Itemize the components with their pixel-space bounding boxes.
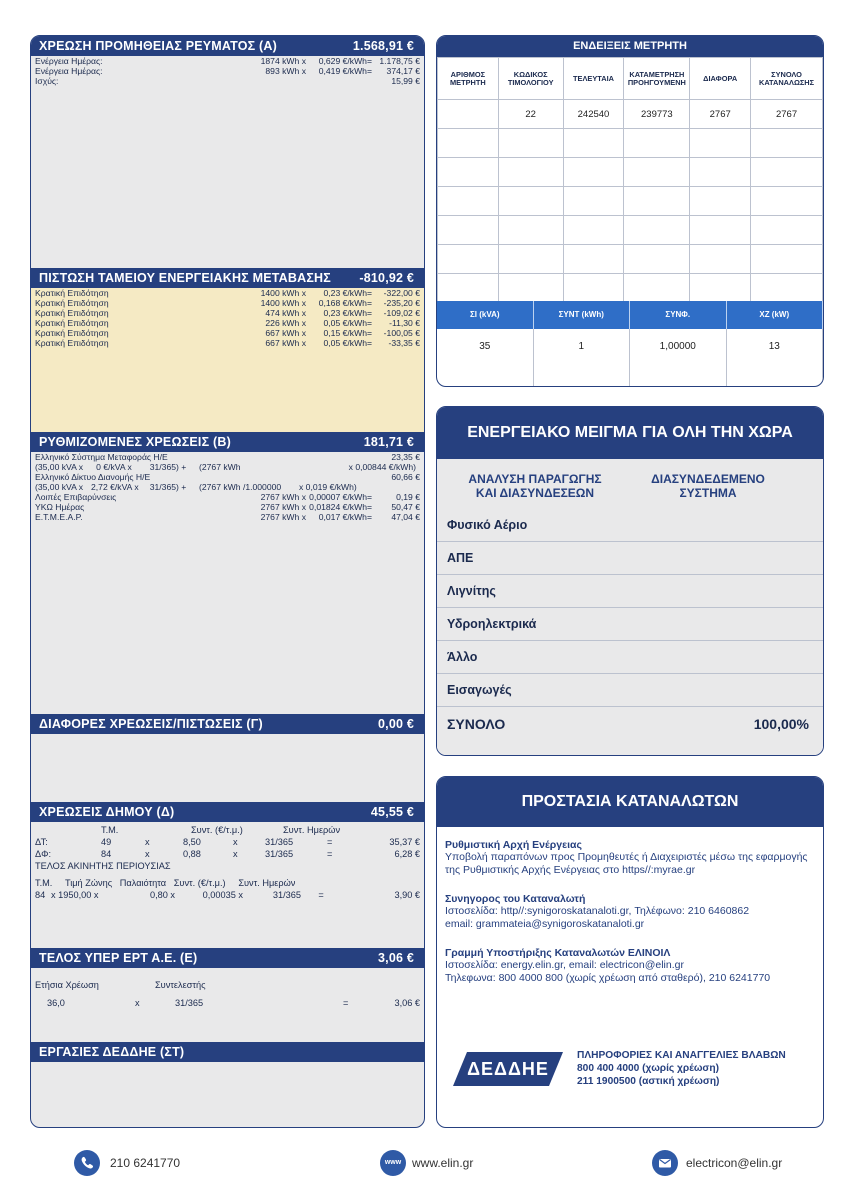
row-label: Ε.Τ.Μ.Ε.Α.Ρ. (35, 512, 83, 522)
property-title (31, 860, 424, 872)
meter-col-header: ΧΖ (kW) (727, 301, 824, 329)
row-rate (306, 76, 372, 86)
row-qty: 1400 kWh x (260, 288, 306, 298)
municipal-section (31, 802, 424, 948)
meter-cell (438, 245, 499, 274)
municipal-row (31, 848, 424, 860)
meter-cell (498, 129, 563, 158)
mix-title: ΕΝΕΡΓΕΙΑΚΟ ΜΕΙΓΜΑ ΓΙΑ ΟΛΗ ΤΗΝ ΧΩΡΑ (437, 407, 823, 459)
mix-total-label: ΣΥΝΟΛΟ (447, 715, 506, 732)
meter-col-header: ΣΥΝΟΛΟ ΚΑΤΑΝΑΛΩΣΗΣ (751, 58, 823, 100)
meter-table (437, 57, 823, 303)
misc-header (31, 714, 424, 734)
ombudsman-line2: email: grammateia@synigoroskatanaloti.gr (445, 918, 645, 930)
meter-cell (563, 274, 624, 303)
meter-cell (751, 245, 823, 274)
row-label: ΔΤ: (35, 837, 48, 847)
ombudsman-title: Συνηγορος του Καταναλωτή (445, 893, 586, 905)
row-amount: 15,99 € (391, 76, 420, 86)
support-line1: Ιστοσελίδα: energy.elin.gr, email: electricon@elin.gr (445, 959, 684, 971)
meter-cell: 13 (727, 329, 824, 386)
meter-cell (438, 129, 499, 158)
meter-cell (438, 216, 499, 245)
deddie-title: ΕΡΓΑΣΙΕΣ ΔΕΔΔΗΕ (ΣΤ) (39, 1045, 185, 1059)
deddie-info-text (577, 1049, 786, 1088)
row-rate: 8,50 (183, 837, 201, 847)
energy-mix-panel (436, 406, 824, 756)
meter-cell (563, 129, 624, 158)
misc-section (31, 714, 424, 802)
mix-col2-line1: ΔΙΑΣΥΝΔΕΔΕΜΕΝΟ (651, 472, 765, 486)
col-head: Συντ. Ημερών (283, 825, 341, 835)
municipal-rows (31, 822, 424, 901)
row-amount: 1.178,75 € (379, 56, 420, 66)
property-head (31, 877, 424, 889)
row-days: 31/365 (265, 849, 294, 859)
row-tm: 49 (101, 837, 112, 847)
supply-header (31, 36, 424, 56)
prop-age: 0,80 x (149, 890, 175, 900)
row-qty: 2767 kWh x (260, 512, 306, 522)
meter-cell: 35 (437, 329, 534, 386)
row-amount: 23,35 € (391, 452, 420, 462)
formula-part: 31/365) + (149, 462, 187, 472)
row-label: Ενέργεια Ημέρας: (35, 66, 103, 76)
charge-row (31, 512, 424, 522)
row-amount: -109,02 € (383, 308, 420, 318)
formula-part: 2,72 €/kVA x (91, 482, 139, 492)
misc-total: 0,00 € (378, 717, 414, 731)
meter-cell (751, 158, 823, 187)
row-amount: 50,47 € (391, 502, 420, 512)
row-rate: 0,168 €/kWh= (318, 298, 372, 308)
ert-eq: = (343, 998, 349, 1008)
meter-panel (436, 35, 824, 387)
supply-total: 1.568,91 € (352, 39, 414, 53)
info-line1: ΠΛΗΡΟΦΟΡΙΕΣ ΚΑΙ ΑΝΑΓΓΕΛΙΕΣ ΒΛΑΒΩΝ (577, 1050, 786, 1061)
row-amount: -33,35 € (388, 338, 420, 348)
mix-row: Λιγνίτης (437, 575, 823, 608)
row-rate: 0,15 €/kWh= (323, 328, 372, 338)
row-label: ΥΚΩ Ημέρας (35, 502, 85, 512)
charge-row (31, 308, 424, 318)
mix-row: ΑΠΕ (437, 542, 823, 575)
meter-cell (751, 216, 823, 245)
row-label: Ελληνικό Δίκτυο Διανομής Η/Ε (35, 472, 151, 482)
row-rate: 0,01824 €/kWh= (309, 502, 372, 512)
prop-tm: 84 (35, 890, 46, 900)
prop-rate: 0,00035 x (202, 890, 243, 900)
meter-cell (498, 245, 563, 274)
regulated-total: 181,71 € (363, 435, 414, 449)
meter-cell (624, 216, 690, 245)
mix-col-head (437, 459, 823, 509)
meter-cell (624, 129, 690, 158)
meter-cell (624, 187, 690, 216)
formula-part: 0 €/kVA x (96, 462, 132, 472)
protection-title: ΠΡΟΣΤΑΣΙΑ ΚΑΤΑΝΑΛΩΤΩΝ (437, 777, 823, 827)
mix-col1-line2: ΚΑΙ ΔΙΑΣΥΝΔΕΣΕΩΝ (475, 486, 595, 500)
ert-val1: 36,0 (47, 998, 65, 1008)
row-x: x (145, 837, 150, 847)
ombudsman-block (437, 893, 823, 931)
credit-section (31, 268, 424, 432)
meter-row (438, 245, 823, 274)
meter-cell: 239773 (624, 100, 690, 129)
row-qty: 2767 kWh x (260, 492, 306, 502)
row-amount: 47,04 € (391, 512, 420, 522)
row-label: Κρατική Επιδότηση (35, 298, 109, 308)
ombudsman-line1: Ιστοσελίδα: http//:synigoroskatanaloti.gr, Τηλέφωνο: 210 6460862 (445, 905, 750, 917)
formula-part: x 0,00844 €/kWh) (348, 462, 416, 472)
row-amount: -235,20 € (383, 298, 420, 308)
meter-cell (751, 274, 823, 303)
row-qty: 893 kWh x (265, 66, 306, 76)
regulated-line (31, 482, 424, 492)
mix-row: Εισαγωγές (437, 674, 823, 707)
charge-row (31, 502, 424, 512)
mix-row: Υδροηλεκτρικά (437, 608, 823, 641)
deddie-logo-text: ΔΕΔΔΗΕ (467, 1058, 549, 1079)
ert-row (31, 996, 424, 1010)
row-label: Ισχύς: (35, 76, 59, 86)
meter-col-header: ΔΙΑΦΟΡΑ (690, 58, 751, 100)
meter-cell: 2767 (690, 100, 751, 129)
meter-row2 (437, 329, 823, 386)
meter-cell (498, 216, 563, 245)
support-block (437, 947, 823, 985)
row-label: Λοιπές Επιβαρύνσεις (35, 492, 117, 502)
meter-cell (438, 187, 499, 216)
web-icon: www (380, 1150, 406, 1176)
charge-row (31, 338, 424, 348)
col-head: Συντελεστής (155, 980, 206, 990)
mix-total-value: 100,00% (753, 715, 809, 732)
mix-total-row (437, 707, 823, 740)
prop-zone: x 1950,00 x (51, 890, 99, 900)
footer-phone[interactable] (74, 1150, 180, 1176)
row-amount: 374,17 € (386, 66, 420, 76)
meter-col-header: ΣΥΝΤ (kWh) (534, 301, 631, 329)
meter-col-header: ΣΥΝΦ. (630, 301, 727, 329)
meter-cell (498, 187, 563, 216)
charge-row (31, 56, 424, 66)
regulated-rows (31, 452, 424, 522)
credit-title: ΠΙΣΤΩΣΗ ΤΑΜΕΙΟΥ ΕΝΕΡΓΕΙΑΚΗΣ ΜΕΤΑΒΑΣΗΣ (39, 271, 331, 285)
mix-col1-head (437, 472, 633, 509)
protection-panel (436, 776, 824, 1128)
ert-rows (31, 968, 424, 1010)
charge-row (31, 298, 424, 308)
credit-header (31, 268, 424, 288)
charge-row (31, 492, 424, 502)
support-title: Γραμμή Υποστήριξης Καταναλωτών ΕΛΙΝΟΙΛ (445, 947, 671, 959)
row-rate: 0,05 €/kWh= (323, 338, 372, 348)
formula-part: (35,00 kVA x (35, 462, 84, 472)
meter-cell: 1 (534, 329, 631, 386)
row-rate: 0,00007 €/kWh= (309, 492, 372, 502)
row-rate: 0,017 €/kWh= (318, 512, 372, 522)
meter-row (438, 274, 823, 303)
meter-cell (438, 100, 499, 129)
row-amount: 35,37 € (389, 837, 420, 847)
rae-line1: Υποβολή παραπόνων προς Προμηθευτές ή Διαχειριστές μέσω της εφαρμογής (445, 851, 808, 863)
property-title-text: ΤΕΛΟΣ ΑΚΙΝΗΤΗΣ ΠΕΡΙΟΥΣΙΑΣ (35, 861, 171, 871)
footer-phone-text: 210 6241770 (110, 1156, 181, 1170)
mix-col2-line2: ΣΥΣΤΗΜΑ (679, 486, 737, 500)
charge-row (31, 328, 424, 338)
mix-col1-line1: ΑΝΑΛΥΣΗ ΠΑΡΑΓΩΓΗΣ (468, 472, 602, 486)
row-tm: 84 (101, 849, 112, 859)
meter-head-row (438, 58, 823, 100)
row-qty (234, 76, 306, 86)
row-amount: -11,30 € (389, 318, 420, 328)
meter-col-header: ΣΙ (kVA) (437, 301, 534, 329)
meter-cell: 22 (498, 100, 563, 129)
meter-cell (751, 129, 823, 158)
info-line3: 211 1900500 (αστική χρέωση) (577, 1076, 720, 1087)
meter-cell (690, 245, 751, 274)
col-head: Τ.Μ. (101, 825, 119, 835)
meter-cell (563, 216, 624, 245)
row-x: x (145, 849, 150, 859)
ert-amount: 3,06 € (394, 998, 420, 1008)
row-qty: 2767 kWh x (260, 502, 306, 512)
meter-cell: 242540 (563, 100, 624, 129)
row-amount: -100,05 € (383, 328, 420, 338)
mix-col2-head (633, 472, 783, 509)
mix-row: Άλλο (437, 641, 823, 674)
meter-cell (751, 187, 823, 216)
deddie-logo (453, 1052, 563, 1086)
ert-header (31, 948, 424, 968)
charge-row (31, 66, 424, 76)
formula-part: 31/365) + (149, 482, 187, 492)
supply-rows (31, 56, 424, 86)
row-label: Κρατική Επιδότηση (35, 338, 109, 348)
footer-web-text: www.elin.gr (412, 1156, 474, 1170)
info-line2: 800 400 4000 (χωρίς χρέωση) (577, 1063, 720, 1074)
row-qty: 1874 kWh x (260, 56, 306, 66)
municipal-total: 45,55 € (370, 805, 414, 819)
meter-cell (438, 274, 499, 303)
row-days: 31/365 (265, 837, 294, 847)
meter-cell (498, 158, 563, 187)
formula-part: (35,00 kVA x (35, 482, 84, 492)
formula-part: (2767 kWh (199, 462, 241, 472)
meter-cell: 2767 (751, 100, 823, 129)
regulated-header (31, 432, 424, 452)
meter-head2-row (437, 301, 823, 329)
row-qty: 1400 kWh x (260, 298, 306, 308)
ert-val2: 31/365 (175, 998, 204, 1008)
property-row (31, 889, 424, 901)
regulated-line (31, 462, 424, 472)
row-rate: 0,88 (183, 849, 201, 859)
row-rate: 0,629 €/kWh= (318, 56, 372, 66)
municipal-head-row (31, 824, 424, 836)
footer-email-text: electricon@elin.gr (686, 1156, 783, 1170)
rae-title: Ρυθμιστική Αρχή Ενέργειας (445, 839, 582, 851)
meter-row (438, 158, 823, 187)
regulated-section (31, 432, 424, 714)
formula-part: x 0,019 €/kWh) (299, 482, 357, 492)
meter-row (438, 187, 823, 216)
row-amount: 0,19 € (396, 492, 420, 502)
meter-cell (690, 216, 751, 245)
footer-email[interactable] (652, 1150, 782, 1176)
deddie-section (31, 1042, 424, 1128)
municipal-header (31, 802, 424, 822)
row-qty: 226 kWh x (265, 318, 306, 328)
meter-cell (690, 274, 751, 303)
email-icon (652, 1150, 678, 1176)
ert-head-row (31, 978, 424, 992)
row-rate: 0,419 €/kWh= (318, 66, 372, 76)
meter-col-header: ΑΡΙΘΜΟΣ ΜΕΤΡΗΤΗ (438, 58, 499, 100)
row-label: Ενέργεια Ημέρας: (35, 56, 103, 66)
meter-cell (563, 245, 624, 274)
phone-icon (74, 1150, 100, 1176)
row-label: Ελληνικό Σύστημα Μεταφοράς Η/Ε (35, 452, 168, 462)
deddie-header (31, 1042, 424, 1062)
col-head: Συντ. (€/τ.μ.) (191, 825, 243, 835)
meter-cell (690, 129, 751, 158)
row-qty: 667 kWh x (265, 338, 306, 348)
meter-cell (563, 158, 624, 187)
meter-cell (563, 187, 624, 216)
municipal-title: ΧΡΕΩΣΕΙΣ ΔΗΜΟΥ (Δ) (39, 805, 175, 819)
meter-cell (624, 274, 690, 303)
row-label: Κρατική Επιδότηση (35, 318, 109, 328)
row-x: x (233, 837, 238, 847)
meter-cell (438, 158, 499, 187)
support-line2: Τηλεφωνα: 800 4000 800 (χωρίς χρέωση από σταθερό), 210 6241770 (445, 972, 771, 984)
supply-title: ΧΡΕΩΣΗ ΠΡΟΜΗΘΕΙΑΣ ΡΕΥΜΑΤΟΣ (Α) (39, 39, 277, 53)
footer-web[interactable] (380, 1150, 473, 1176)
row-label: ΔΦ: (35, 849, 52, 859)
ert-total: 3,06 € (378, 951, 414, 965)
row-qty: 667 kWh x (265, 328, 306, 338)
regulated-title: ΡΥΘΜΙΖΟΜΕΝΕΣ ΧΡΕΩΣΕΙΣ (Β) (39, 435, 231, 449)
rae-block (437, 839, 823, 877)
row-label: Κρατική Επιδότηση (35, 288, 109, 298)
row-label: Κρατική Επιδότηση (35, 328, 109, 338)
prop-amount: 3,90 € (394, 890, 420, 900)
regulated-line (31, 452, 424, 462)
prop-eq: = (318, 890, 324, 900)
meter-row (438, 216, 823, 245)
charges-panel (30, 35, 425, 1128)
row-rate: 0,23 €/kWh= (323, 288, 372, 298)
meter-cell: 1,00000 (630, 329, 727, 386)
row-rate: 0,05 €/kWh= (323, 318, 372, 328)
credit-total: -810,92 € (359, 271, 414, 285)
meter-cell (690, 187, 751, 216)
prop-days: 31/365 (272, 890, 301, 900)
mix-row: Φυσικό Αέριο (437, 509, 823, 542)
meter-title: ΕΝΔΕΙΞΕΙΣ ΜΕΤΡΗΤΗ (437, 36, 823, 57)
meter-row (438, 129, 823, 158)
row-amount: 60,66 € (391, 472, 420, 482)
row-x: x (233, 849, 238, 859)
meter-col-header: ΤΕΛΕΥΤΑΙΑ (563, 58, 624, 100)
meter-cell (690, 158, 751, 187)
row-eq: = (327, 837, 333, 847)
row-qty: 474 kWh x (265, 308, 306, 318)
property-head-text: Τ.Μ. Τιμή Ζώνης Παλαιότητα Συντ. (€/τ.μ.) Συντ. Ημερών (35, 878, 296, 888)
ert-x: x (135, 998, 140, 1008)
meter-cell (624, 158, 690, 187)
ert-section (31, 948, 424, 1042)
meter-cell (624, 245, 690, 274)
row-label: Κρατική Επιδότηση (35, 308, 109, 318)
charge-row (31, 318, 424, 328)
charge-row (31, 288, 424, 298)
meter-row (438, 100, 823, 129)
meter-col-header: ΚΑΤΑΜΕΤΡΗΣΗ ΠΡΟΗΓΟΥΜΕΝΗ (624, 58, 690, 100)
row-amount: -322,00 € (383, 288, 420, 298)
regulated-line (31, 472, 424, 482)
row-eq: = (327, 849, 333, 859)
supply-section (31, 36, 424, 268)
ert-title: ΤΕΛΟΣ ΥΠΕΡ ΕΡΤ Α.Ε. (Ε) (39, 951, 198, 965)
meter-col-header: ΚΩΔΙΚΟΣ ΤΙΜΟΛΟΓΙΟΥ (498, 58, 563, 100)
credit-rows (31, 288, 424, 432)
misc-title: ΔΙΑΦΟΡΕΣ ΧΡΕΩΣΕΙΣ/ΠΙΣΤΩΣΕΙΣ (Γ) (39, 717, 263, 731)
col-head: Ετήσια Χρέωση (35, 980, 99, 990)
mix-body (437, 459, 823, 755)
formula-part: (2767 kWh /1.000000 (199, 482, 282, 492)
row-rate: 0,23 €/kWh= (323, 308, 372, 318)
rae-line2: της Ρυθμιστικής Αρχής Ενέργειας στο https//:myrae.gr (445, 864, 696, 876)
meter-cell (498, 274, 563, 303)
row-amount: 6,28 € (394, 849, 420, 859)
charge-row (31, 76, 424, 86)
deddie-info (453, 1049, 786, 1088)
municipal-row (31, 836, 424, 848)
